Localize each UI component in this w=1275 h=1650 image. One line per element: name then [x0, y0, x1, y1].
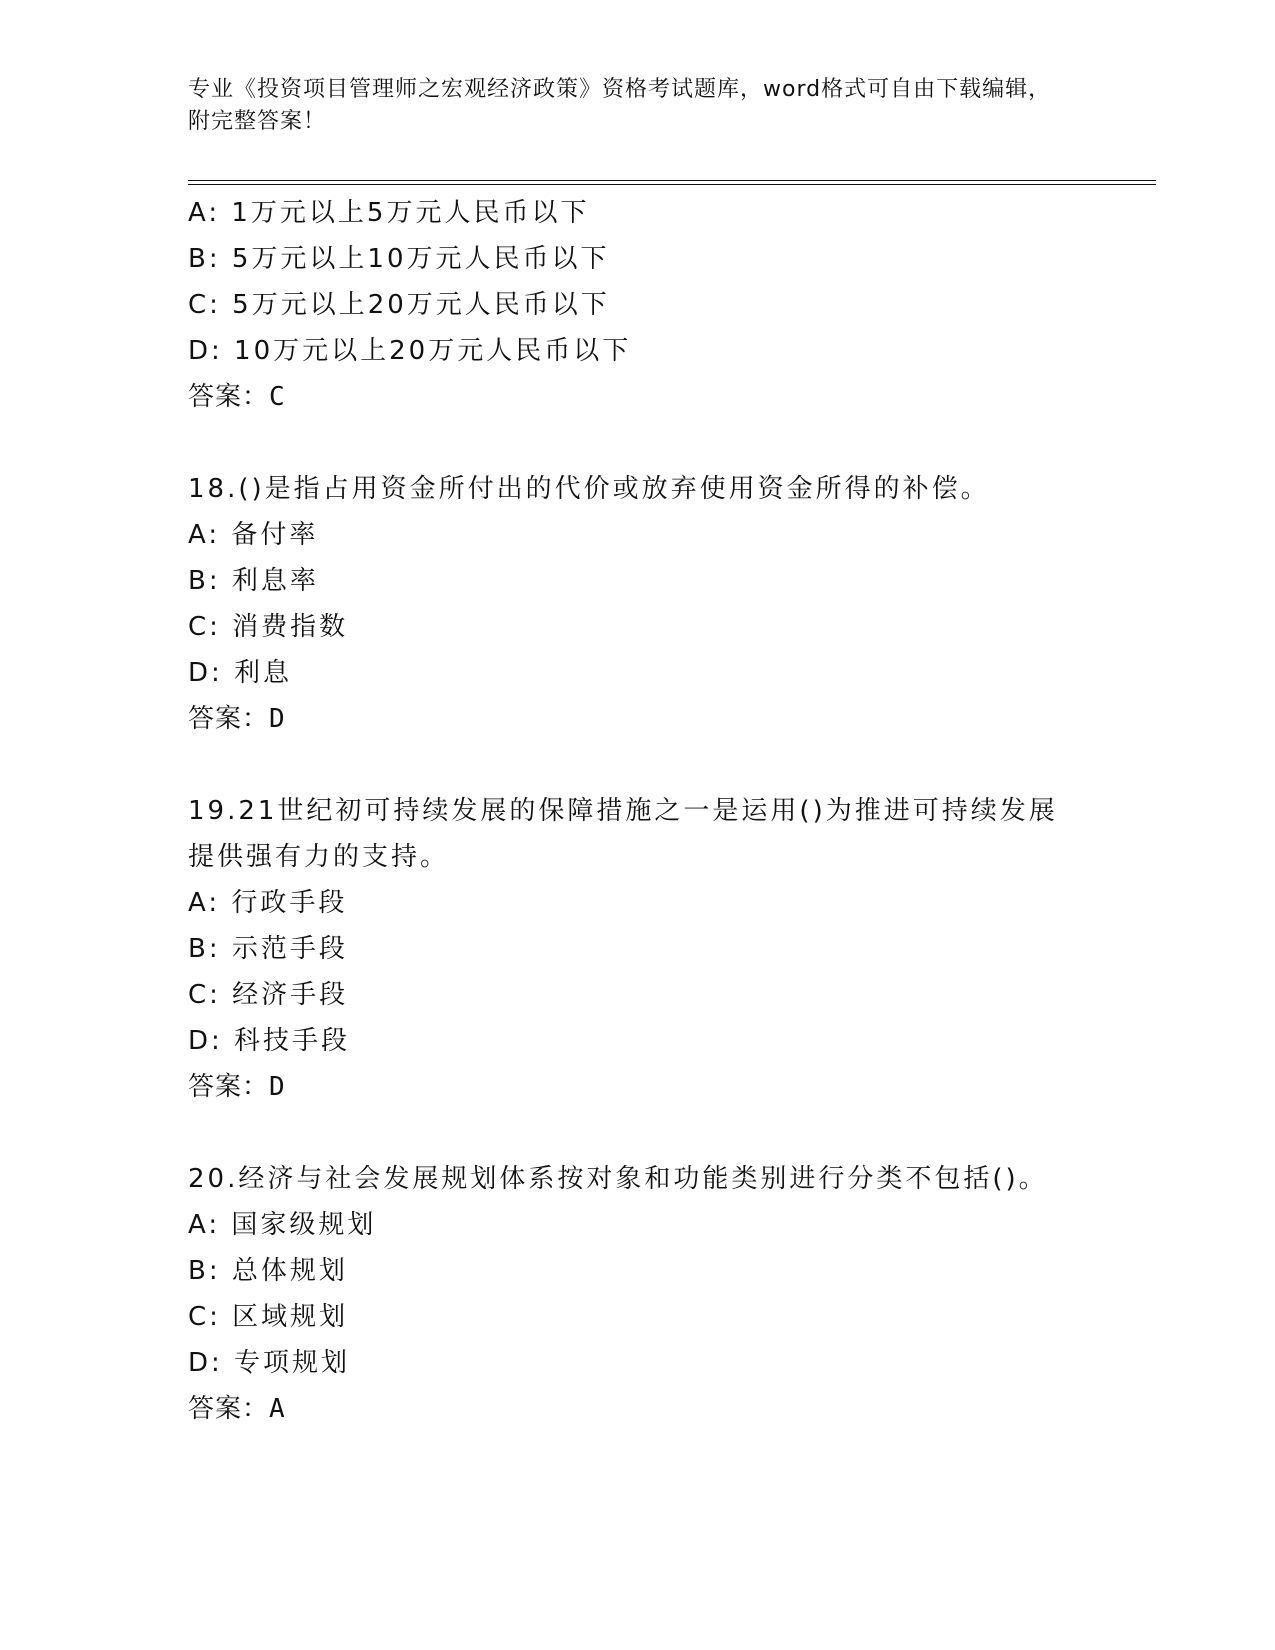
document-header: 专业《投资项目管理师之宏观经济政策》资格考试题库，word格式可自由下载编辑，附完整答案！: [188, 77, 1052, 134]
option-c: C: 5万元以上20万元人民币以下: [188, 290, 610, 320]
option-d: D: 科技手段: [188, 1026, 351, 1056]
option-c: C: 区域规划: [188, 1302, 349, 1332]
option-d: D: 10万元以上20万元人民币以下: [188, 336, 632, 366]
question-19: [188, 788, 1088, 1110]
option-d: D: 专项规划: [188, 1348, 351, 1378]
spacer: [188, 1110, 1088, 1156]
question-text: 20.经济与社会发展规划体系按对象和功能类别进行分类不包括()。: [188, 1164, 1048, 1194]
option-a: A: 备付率: [188, 520, 319, 550]
answer: 答案：C: [188, 382, 286, 412]
option-b: B: 示范手段: [188, 934, 348, 964]
option-c: C: 消费指数: [188, 612, 349, 642]
header-divider-top: [188, 180, 1156, 181]
option-b: B: 5万元以上10万元人民币以下: [188, 244, 610, 274]
option-a: A: 行政手段: [188, 888, 348, 918]
header-divider-bottom: [188, 184, 1156, 185]
spacer: [188, 420, 1088, 466]
question-18: [188, 466, 1088, 742]
question-list: [188, 190, 1088, 1432]
answer: 答案：A: [188, 1394, 286, 1424]
option-b: B: 总体规划: [188, 1256, 348, 1286]
answer: 答案：D: [188, 704, 286, 734]
question-20: [188, 1156, 1088, 1432]
option-a: A: 1万元以上5万元人民币以下: [188, 198, 590, 228]
option-d: D: 利息: [188, 658, 293, 688]
spacer: [188, 742, 1088, 788]
answer: 答案：D: [188, 1072, 286, 1102]
option-a: A: 国家级规划: [188, 1210, 377, 1240]
question-text: 18.()是指占用资金所付出的代价或放弃使用资金所得的补偿。: [188, 474, 990, 504]
option-c: C: 经济手段: [188, 980, 349, 1010]
question-text: 19.21世纪初可持续发展的保障措施之一是运用()为推进可持续发展提供强有力的支持。: [188, 796, 1058, 872]
option-b: B: 利息率: [188, 566, 319, 596]
question-17: [188, 190, 1088, 420]
